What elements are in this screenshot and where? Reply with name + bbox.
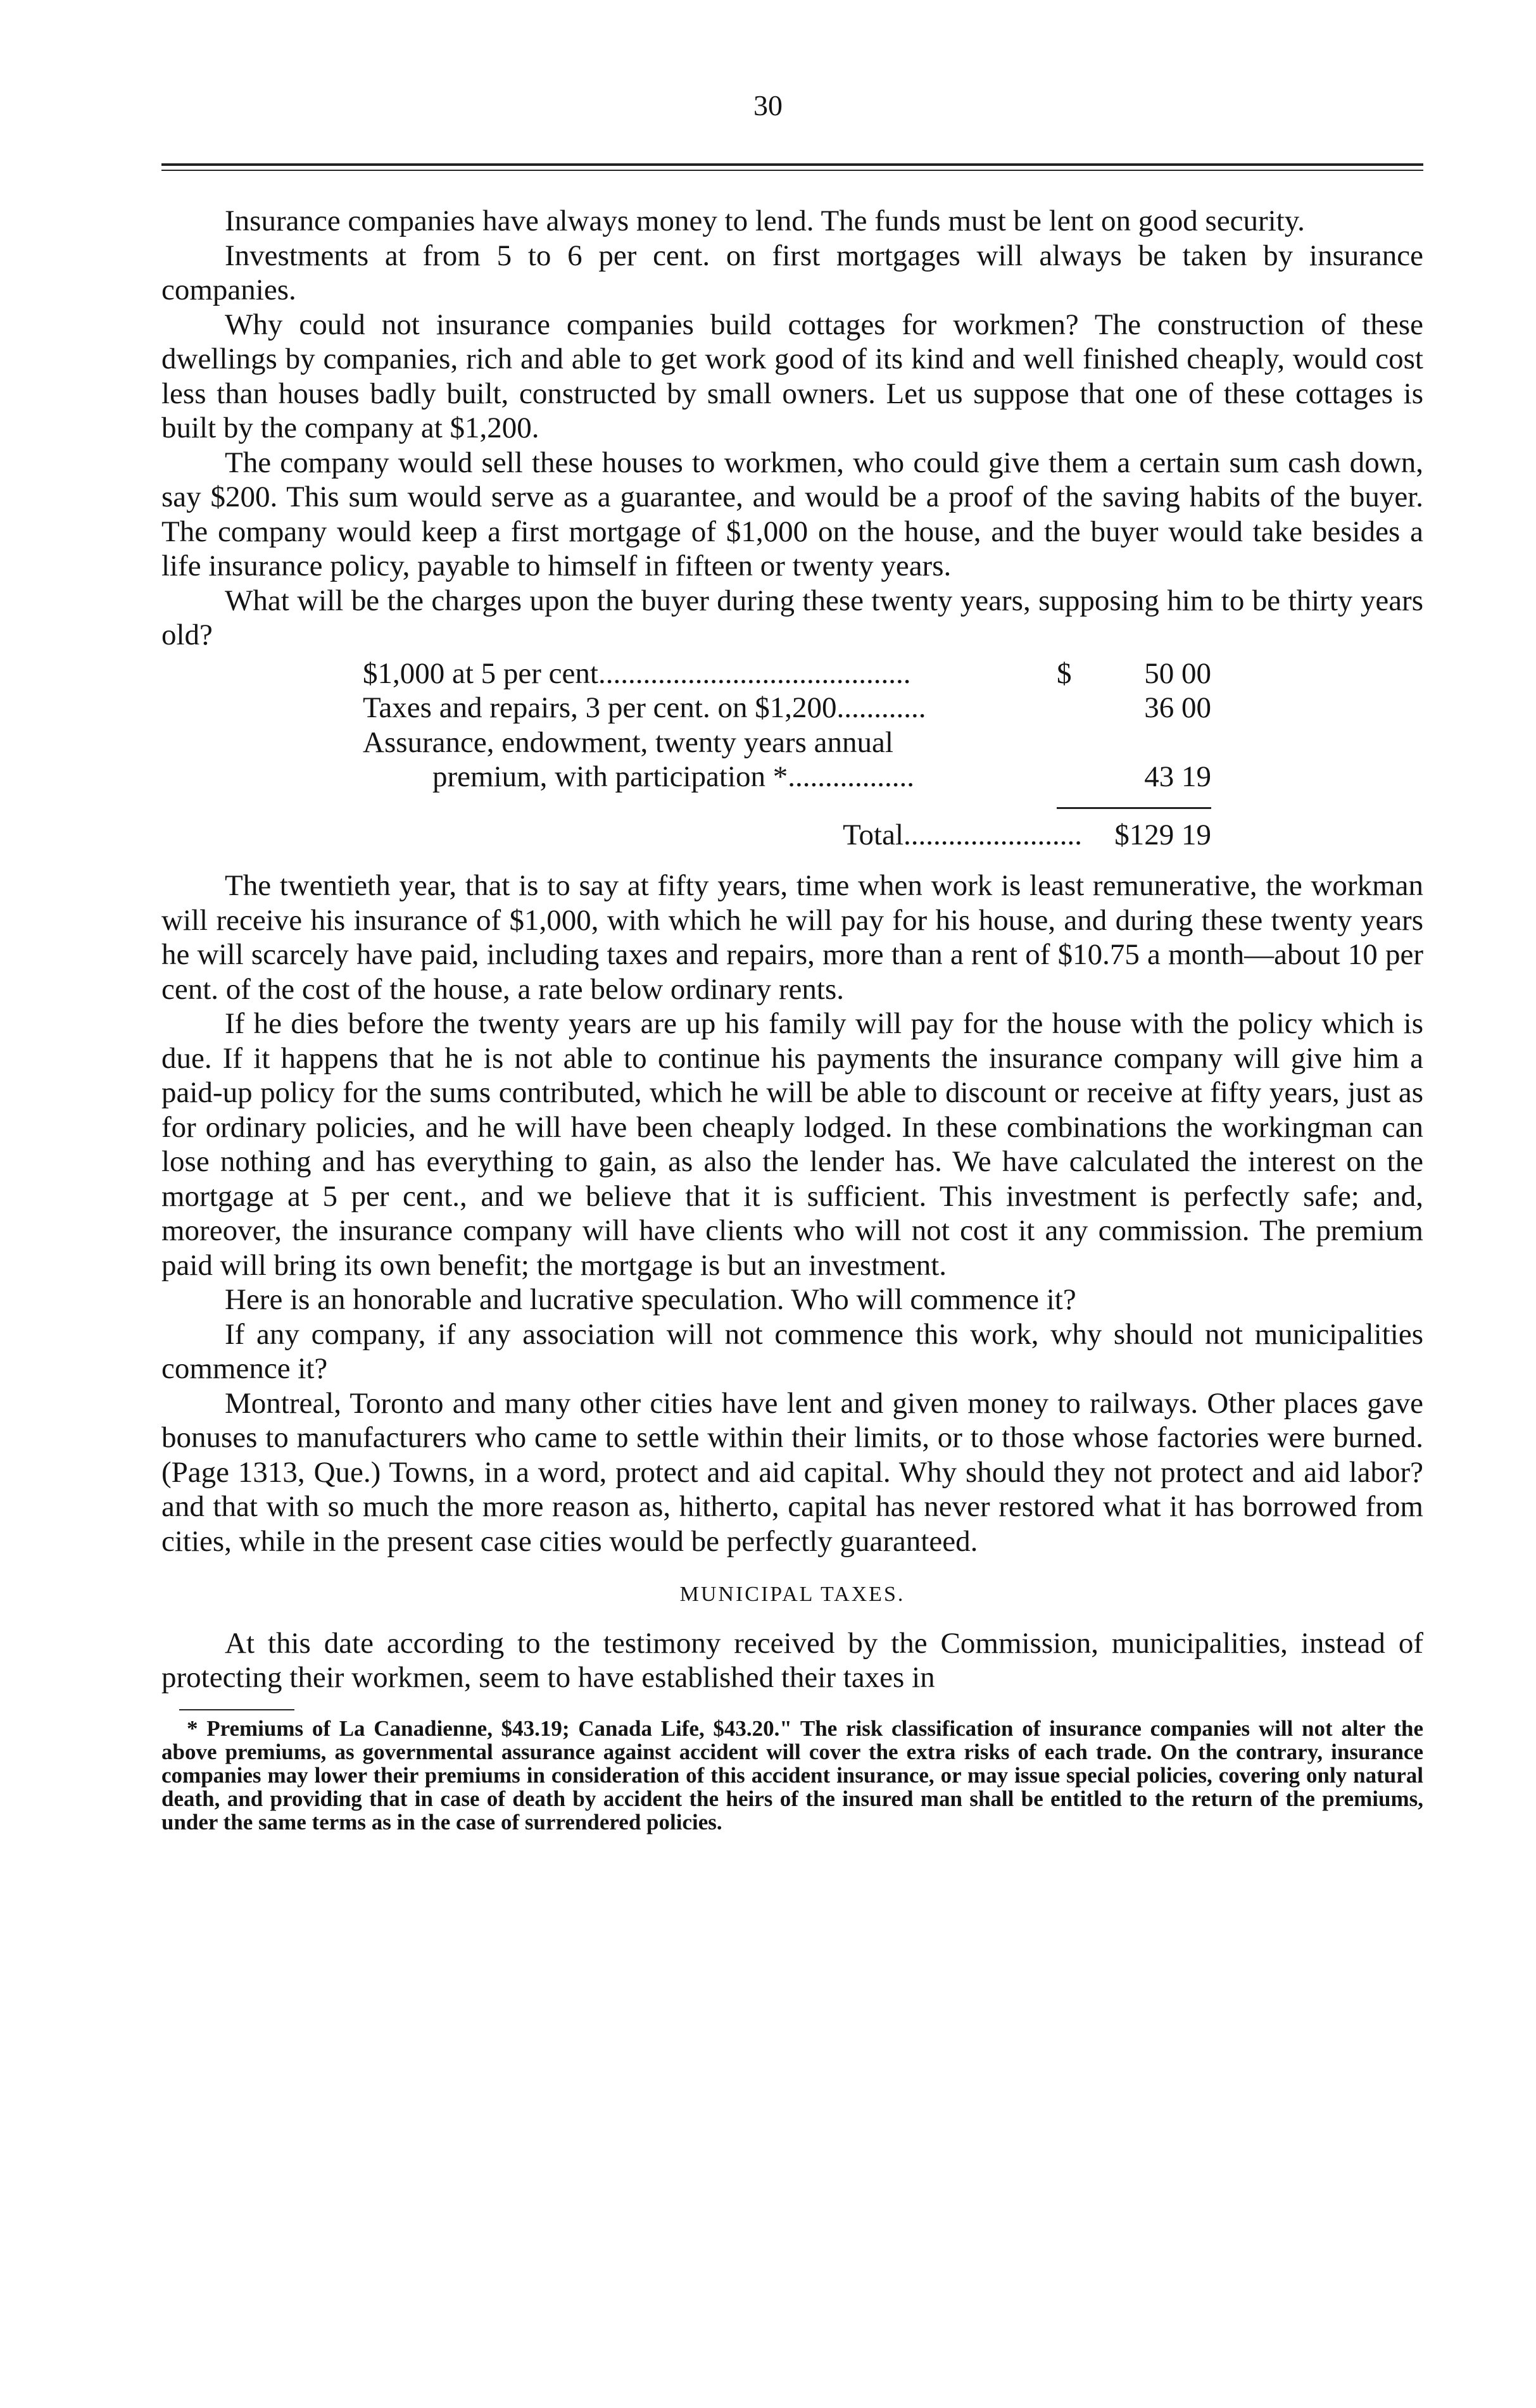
page-number: 30 xyxy=(753,89,783,122)
ledger-total-rule xyxy=(1057,807,1211,809)
ledger-label: Taxes and repairs, 3 per cent. on $1,200............ xyxy=(363,691,926,724)
paragraph: Why could not insurance companies build cottages for workmen? The construction of these dwellings by companies, rich and able to get work good of its kind and well finished cheaply, would cost less than houses badly built, constructed by small owners. Let us suppose that one of these cottages is built by the company at $1,200. xyxy=(161,308,1423,444)
ledger-row-total xyxy=(363,818,1211,853)
paragraph: What will be the charges upon the buyer during these twenty years, supposing him to be thirty years old? xyxy=(161,584,1423,651)
ledger-row-taxes-repairs xyxy=(363,691,1211,725)
section-heading: MUNICIPAL TAXES. xyxy=(679,1583,905,1606)
charges-ledger xyxy=(363,656,1211,853)
paragraph: Here is an honorable and lucrative speculation. Who will commence it? xyxy=(225,1283,1076,1316)
paragraph: Investments at from 5 to 6 per cent. on first mortgages will always be taken by insurance companies. xyxy=(161,239,1423,306)
ledger-row-mortgage-interest xyxy=(363,656,1211,691)
ledger-label: $1,000 at 5 per cent.......................................... xyxy=(363,656,911,690)
ledger-label: Assurance, endowment, twenty years annual xyxy=(363,725,893,759)
ledger-total-amount: $129 19 xyxy=(1114,818,1211,851)
ledger-amount: 36 00 xyxy=(1144,691,1211,724)
paragraph: Montreal, Toronto and many other cities have lent and given money to railways. Other places gave bonuses to manufacturers who came to settle within their limits, or to those whose factories were burned. (Page 1313, Que.) Towns, in a word, protect and aid capital. Why should they not protect and aid labor? and that with so much the more reason as, hitherto, capital has never restored what it has borrowed from cities, while in the present case cities would be perfectly guaranteed. xyxy=(161,1386,1423,1558)
ledger-amount: 43 19 xyxy=(1144,760,1211,793)
ledger-amount: 50 00 xyxy=(1144,656,1211,690)
ledger-currency: $ xyxy=(1057,656,1072,690)
ledger-total-label: Total........................ xyxy=(843,818,1082,851)
footnote-rule xyxy=(179,1709,294,1710)
paragraph: Insurance companies have always money to lend. The funds must be lent on good security. xyxy=(225,204,1305,237)
paragraph: If he dies before the twenty years are up his family will pay for the house with the policy which is due. If it happens that he is not able to continue his payments the insurance company will give him a paid-up policy for the sums contributed, which he will be able to discount or receive at fifty years, just as for ordinary policies, and he will have been cheaply lodged. In these combinations the workingman can lose nothing and has everything to gain, as also the lender has. We have calculated the interest on the mortgage at 5 per cent., and we believe that it is sufficient. This investment is perfectly safe; and, moreover, the insurance company will have clients who will not cost it any commission. The premium paid will bring its own benefit; the mortgage is but an investment. xyxy=(161,1007,1423,1282)
ledger-row-assurance-premium xyxy=(363,760,1211,794)
paragraph: The twentieth year, that is to say at fifty years, time when work is least remunerative, the workman will receive his insurance of $1,000, with which he will pay for his house, and during these twenty years he will scarcely have paid, including taxes and repairs, more than a rent of $10.75 a month—about 10 per cent. of the cost of the house, a rate below ordinary rents. xyxy=(161,869,1423,1006)
ledger-row-assurance-heading xyxy=(363,725,1211,760)
paragraph: At this date according to the testimony received by the Commission, municipalities, instead of protecting their workmen, seem to have established their taxes in xyxy=(161,1626,1423,1694)
header-rule-secondary xyxy=(161,170,1423,171)
paragraph: The company would sell these houses to workmen, who could give them a certain sum cash down, say $200. This sum would serve as a guarantee, and would be a proof of the saving habits of the buyer. The company would keep a first mortgage of $1,000 on the house, and the buyer would take besides a life insurance policy, payable to himself in fifteen or twenty years. xyxy=(161,446,1423,582)
ledger-label: premium, with participation *................. xyxy=(432,760,915,793)
page-body xyxy=(161,204,1423,1834)
header-rule xyxy=(161,163,1423,166)
footnote: * Premiums of La Canadienne, $43.19; Canada Life, $43.20." The risk classification of insurance companies will not alter the above premiums, as governmental assurance against accident will cover the extra risks of each trade. On the contrary, insurance companies may lower their premiums in consideration of this accident insurance, or may issue special policies, covering only natural death, and providing that in case of death by accident the heirs of the insured man shall be entitled to the return of the premiums, under the same terms as in the case of surrendered policies. xyxy=(161,1715,1423,1834)
paragraph: If any company, if any association will not commence this work, why should not municipalities commence it? xyxy=(161,1317,1423,1385)
